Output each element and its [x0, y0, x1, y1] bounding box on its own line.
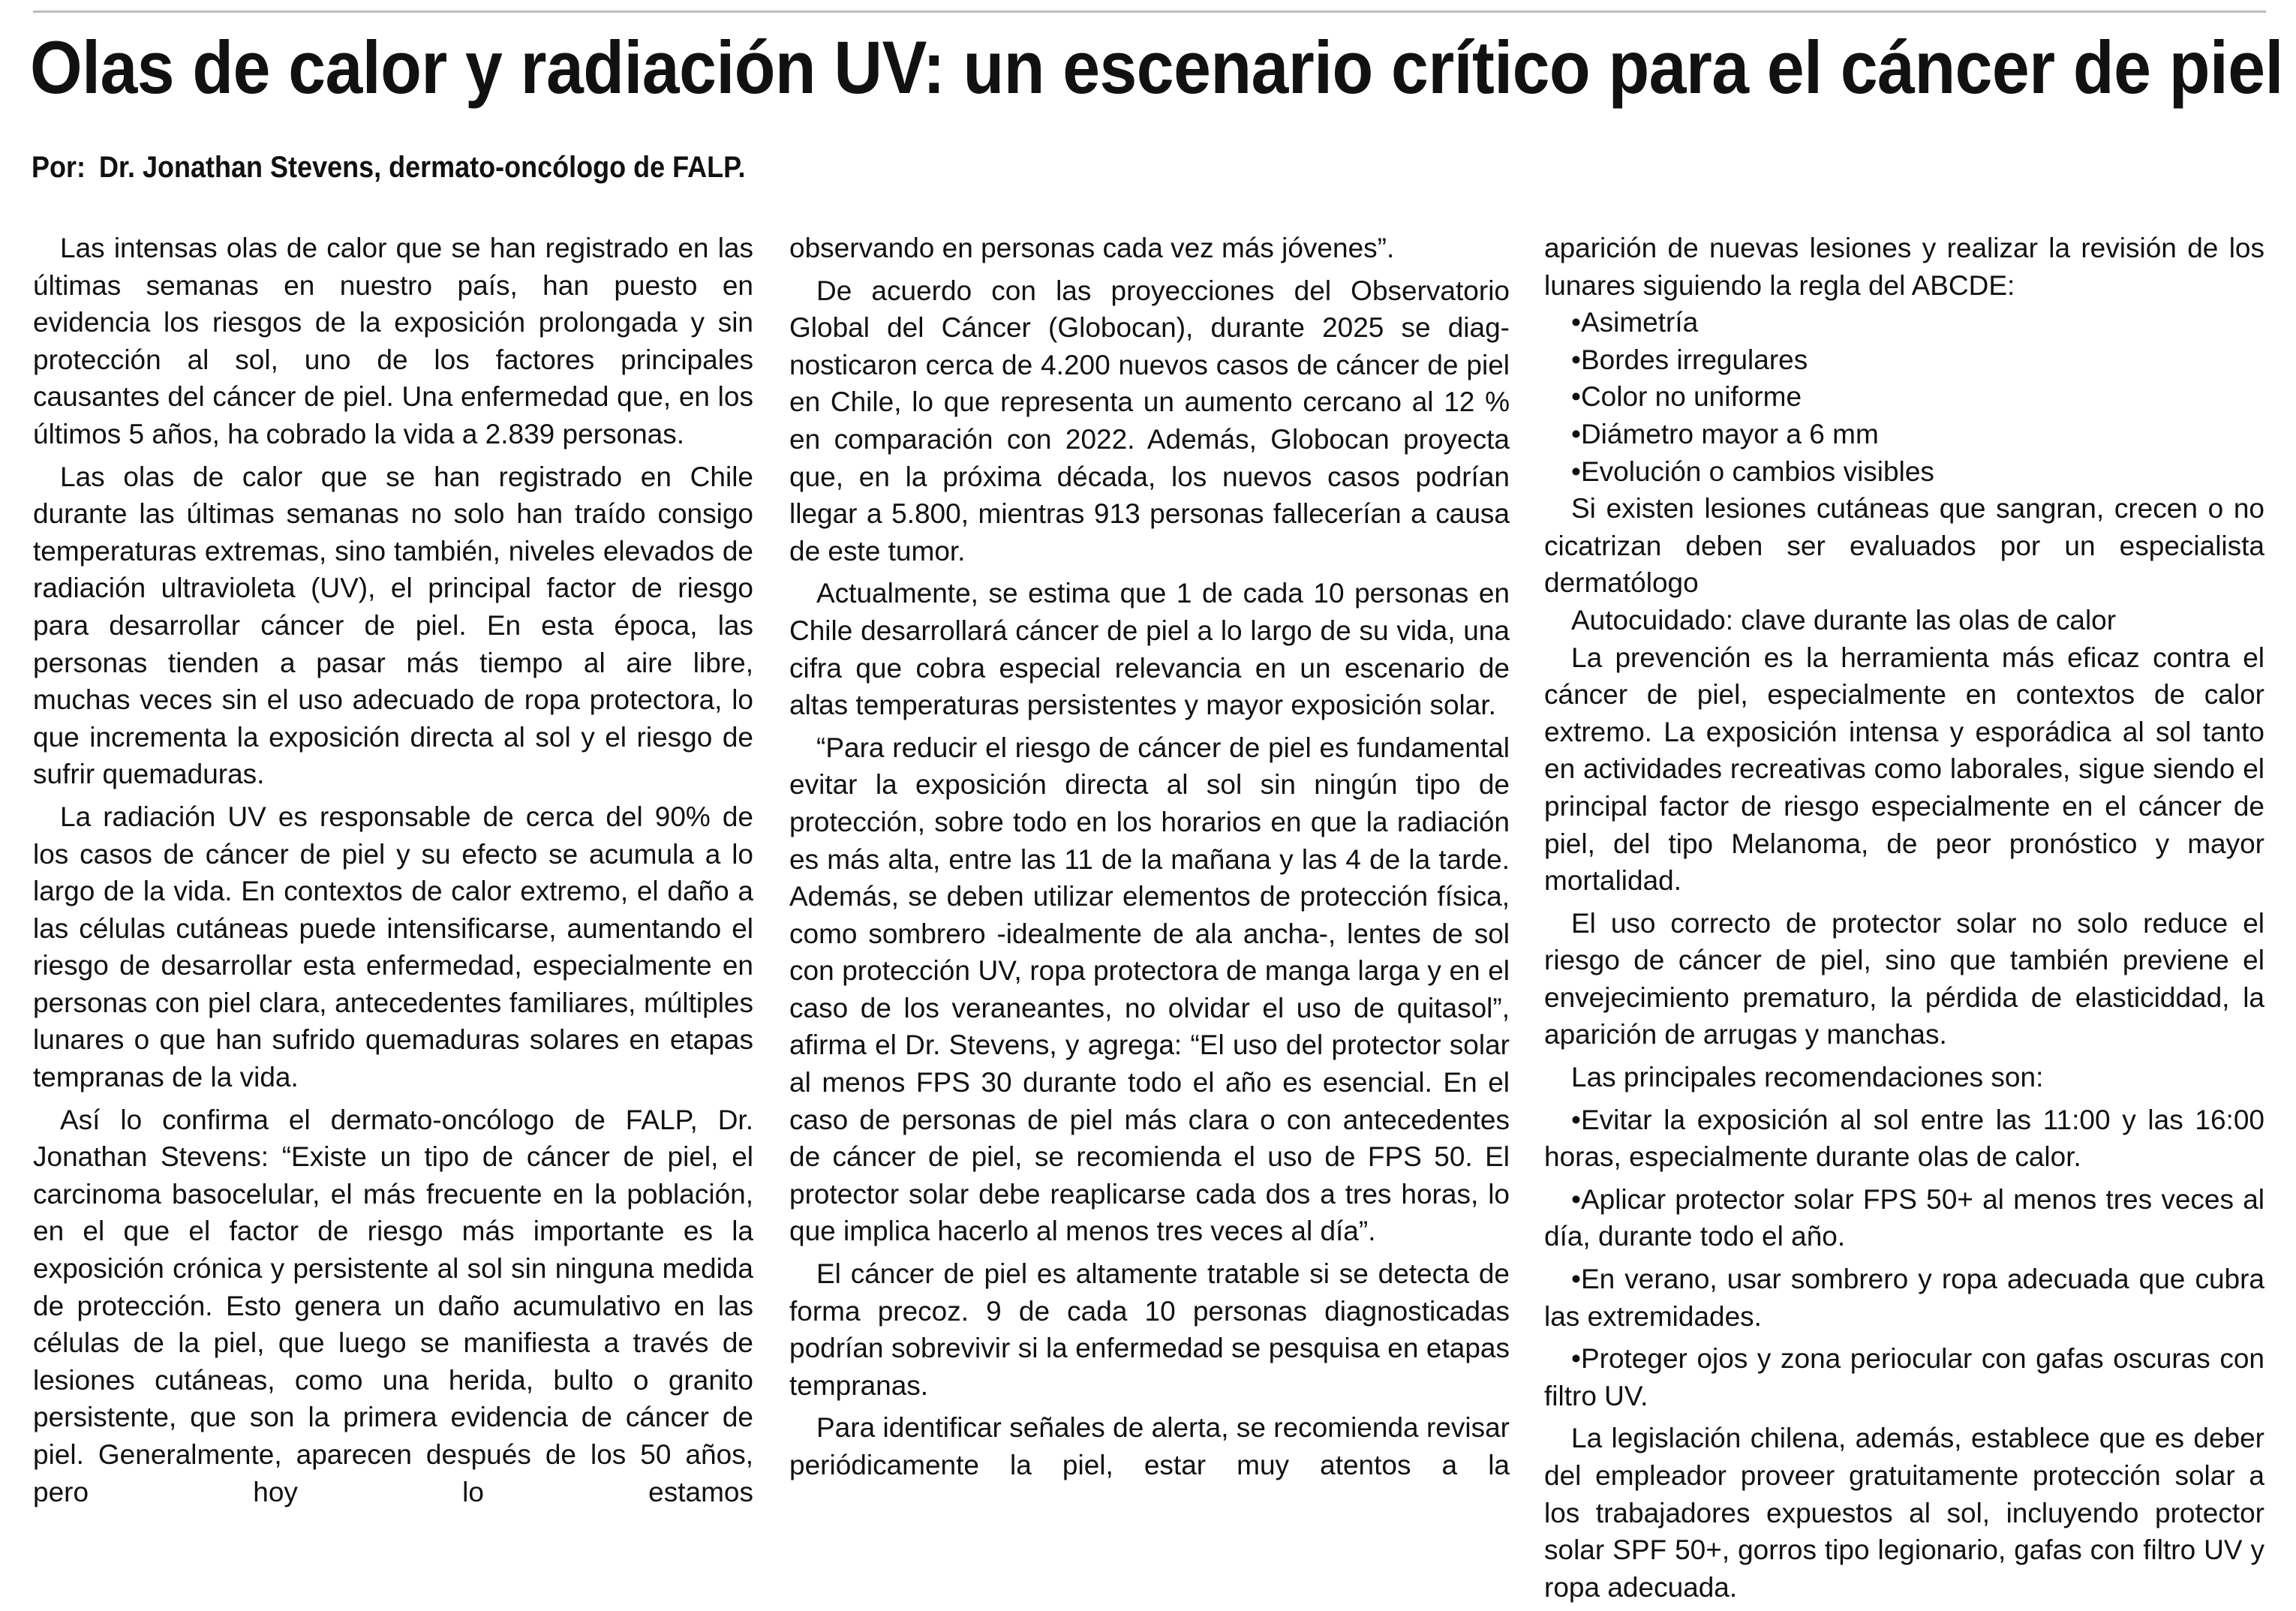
- abcde-list: [1544, 304, 2264, 490]
- list-item: •Color no uniforme: [1571, 381, 1802, 413]
- paragraph: Si existen lesiones cutáneas que sangran, crecen o no cicatrizan deben ser evaluados por un especialista dermatólogo: [1544, 493, 2264, 599]
- paragraph: Actualmente, se estima que 1 de cada 10 personas en Chile desarrollará cáncer de piel a lo largo de su vida, una cifra que cobra especial relevancia en un escenario de altas temperaturas persistentes y mayor exposición solar.: [789, 578, 1510, 721]
- list-item: •Aplicar protector solar FPS 50+ al menos tres veces al día, durante todo el año.: [1544, 1183, 2264, 1252]
- paragraph: De acuerdo con las proyecciones del Observatorio Global del Cáncer (Globocan), durante 2025 se diagnosticaron cerca de 4.200 nuevos casos de cáncer de piel en Chile, lo que representa un aumento cercano al 12 % en comparación con 2022. Además, Globocan proyecta que, en la próxima década, los nuevos casos podrían llegar a 5.800, mientras 913 personas fallecerían a causa de este tumor.: [789, 275, 1510, 567]
- list-item: •En verano, usar sombrero y ropa adecuada que cubra las extremidades.: [1544, 1264, 2264, 1332]
- recommendations-list: [1544, 1102, 2264, 1415]
- paragraph-continued: aparición de nuevas lesiones y realizar la revisión de los lunares siguiendo la regla del ABCDE:: [1544, 233, 2264, 301]
- text-column-1: [33, 230, 753, 1516]
- list-item: •Evolución o cambios visibles: [1571, 455, 1934, 487]
- paragraph: Para identificar señales de alerta, se recomienda revisar periódicamente la piel, estar muy atentos a la: [789, 1412, 1510, 1480]
- paragraph: Las intensas olas de calor que se han registrado en las últimas semanas en nuestro país, han puesto en evidencia los riesgos de la exposición prolongada y sin protección al sol, uno de los factores principales causantes del cáncer de piel. Una enfermedad que, en los últimos 5 años, ha cobrado la vida a 2.839 personas.: [33, 233, 753, 449]
- text-column-2: [789, 230, 1510, 1489]
- article-byline: [32, 147, 745, 188]
- list-item: •Bordes irregulares: [1571, 344, 1808, 375]
- byline-prefix: Por:: [32, 151, 86, 184]
- list-item: •Evitar la exposición al sol entre las 11:00 y las 16:00 horas, especialmente durante olas de calor.: [1544, 1104, 2264, 1173]
- paragraph: Así lo confirma el dermato-oncólogo de FALP, Dr. Jonathan Stevens: “Existe un tipo de cáncer de piel, el carcinoma basocelular, el más frecuente en la población, en el que el factor de riesgo más importante es la exposición crónica y persistente al sol sin ninguna medida de protección. Esto genera un daño acumulativo en las células de la piel, que luego se manifiesta a través de lesiones cutáneas, como una herida, bulto o granito persistente, que son la primera evidencia de cáncer de piel. Generalmente, aparecen después de los 50 años, pero hoy lo estamos: [33, 1104, 753, 1507]
- article-headline: Olas de calor y radiación UV: un escenario crítico para el cáncer de piel: [30, 26, 2283, 109]
- subheading: Autocuidado: clave durante las olas de calor: [1571, 604, 2117, 636]
- paragraph-continued: observando en personas cada vez más jóvenes”.: [789, 233, 1395, 263]
- paragraph: El cáncer de piel es altamente tratable si se detecta de forma precoz. 9 de cada 10 personas diagnosticadas podrían sobrevivir si la enfermedad se pesquisa en etapas tempranas.: [789, 1258, 1510, 1401]
- paragraph: El uso correcto de protector solar no solo reduce el riesgo de cáncer de piel, sino que también previene el envejecimiento prematuro, la pérdida de elasticiddad, la aparición de arrugas y manchas.: [1544, 907, 2264, 1050]
- paragraph: La radiación UV es responsable de cerca del 90% de los casos de cáncer de piel y su efecto se acumula a lo largo de la vida. En contextos de calor extremo, el daño a las células cutáneas puede intensificarse, aumentando el riesgo de desarrollar esta enfermedad, especialmente en personas con piel clara, antecedentes familiares, múltiples lunares o que han sufrido quemaduras solares en etapas tempranas de la vida.: [33, 801, 753, 1093]
- byline-author: Dr. Jonathan Stevens, dermato-oncólogo de FALP.: [99, 151, 746, 184]
- paragraph: “Para reducir el riesgo de cáncer de piel es fundamental evitar la exposición directa al sol sin ningún tipo de protección, sobre todo en los horarios en que la radiación es más alta, entre las 11 de la mañana y las 4 de la tarde. Además, se deben utilizar elementos de protección física, como sombrero -idealmente de ala ancha-, lentes de sol con protección UV, ropa protectora de manga larga y en el caso de los veraneantes, no olvidar el uso de quitasol”, afirma el Dr. Stevens, y agrega: “El uso del protector solar al menos FPS 30 durante todo el año es esencial. En el caso de personas de piel más clara o con antecedentes de cáncer de piel, se recomienda el uso de FPS 50. El protector solar debe reaplicarse cada dos a tres horas, lo que implica hacerlo al menos tres veces al día”.: [789, 732, 1510, 1247]
- paragraph: Las olas de calor que se han registrado en Chile durante las últimas semanas no solo han traído consigo temperaturas extremas, sino también, niveles elevados de radiación ultravioleta (UV), el principal factor de riesgo para desarrollar cáncer de piel. En esta época, las personas tienden a pasar más tiempo al aire libre, muchas veces sin el uso adecuado de ropa protectora, lo que incrementa la exposición directa al sol y el riesgo de sufrir quemaduras.: [33, 461, 753, 790]
- list-item: •Asimetría: [1571, 307, 1699, 338]
- list-item: •Diámetro mayor a 6 mm: [1571, 418, 1879, 449]
- text-column-3: [1544, 230, 2264, 1611]
- paragraph: La legislación chilena, además, establece que es deber del empleador proveer gratuitamente protección solar a los trabajadores expuestos al sol, incluyendo protector solar SPF 50+, gorros tipo legionario, gafas con filtro UV y ropa adecuada.: [1544, 1423, 2264, 1603]
- top-rule: [33, 11, 2266, 13]
- paragraph: La prevención es la herramienta más eficaz contra el cáncer de piel, especialmente en contextos de calor extremo. La exposición intensa y esporádica al sol tanto en actividades recreativas como laborales, sigue siendo el principal factor de riesgo especialmente en el cáncer de piel, del tipo Melanoma, de peor pronóstico y mayor mortalidad.: [1544, 642, 2264, 897]
- paragraph: Las principales recomendaciones son:: [1571, 1062, 2044, 1093]
- list-item: •Proteger ojos y zona periocular con gafas oscuras con filtro UV.: [1544, 1343, 2264, 1411]
